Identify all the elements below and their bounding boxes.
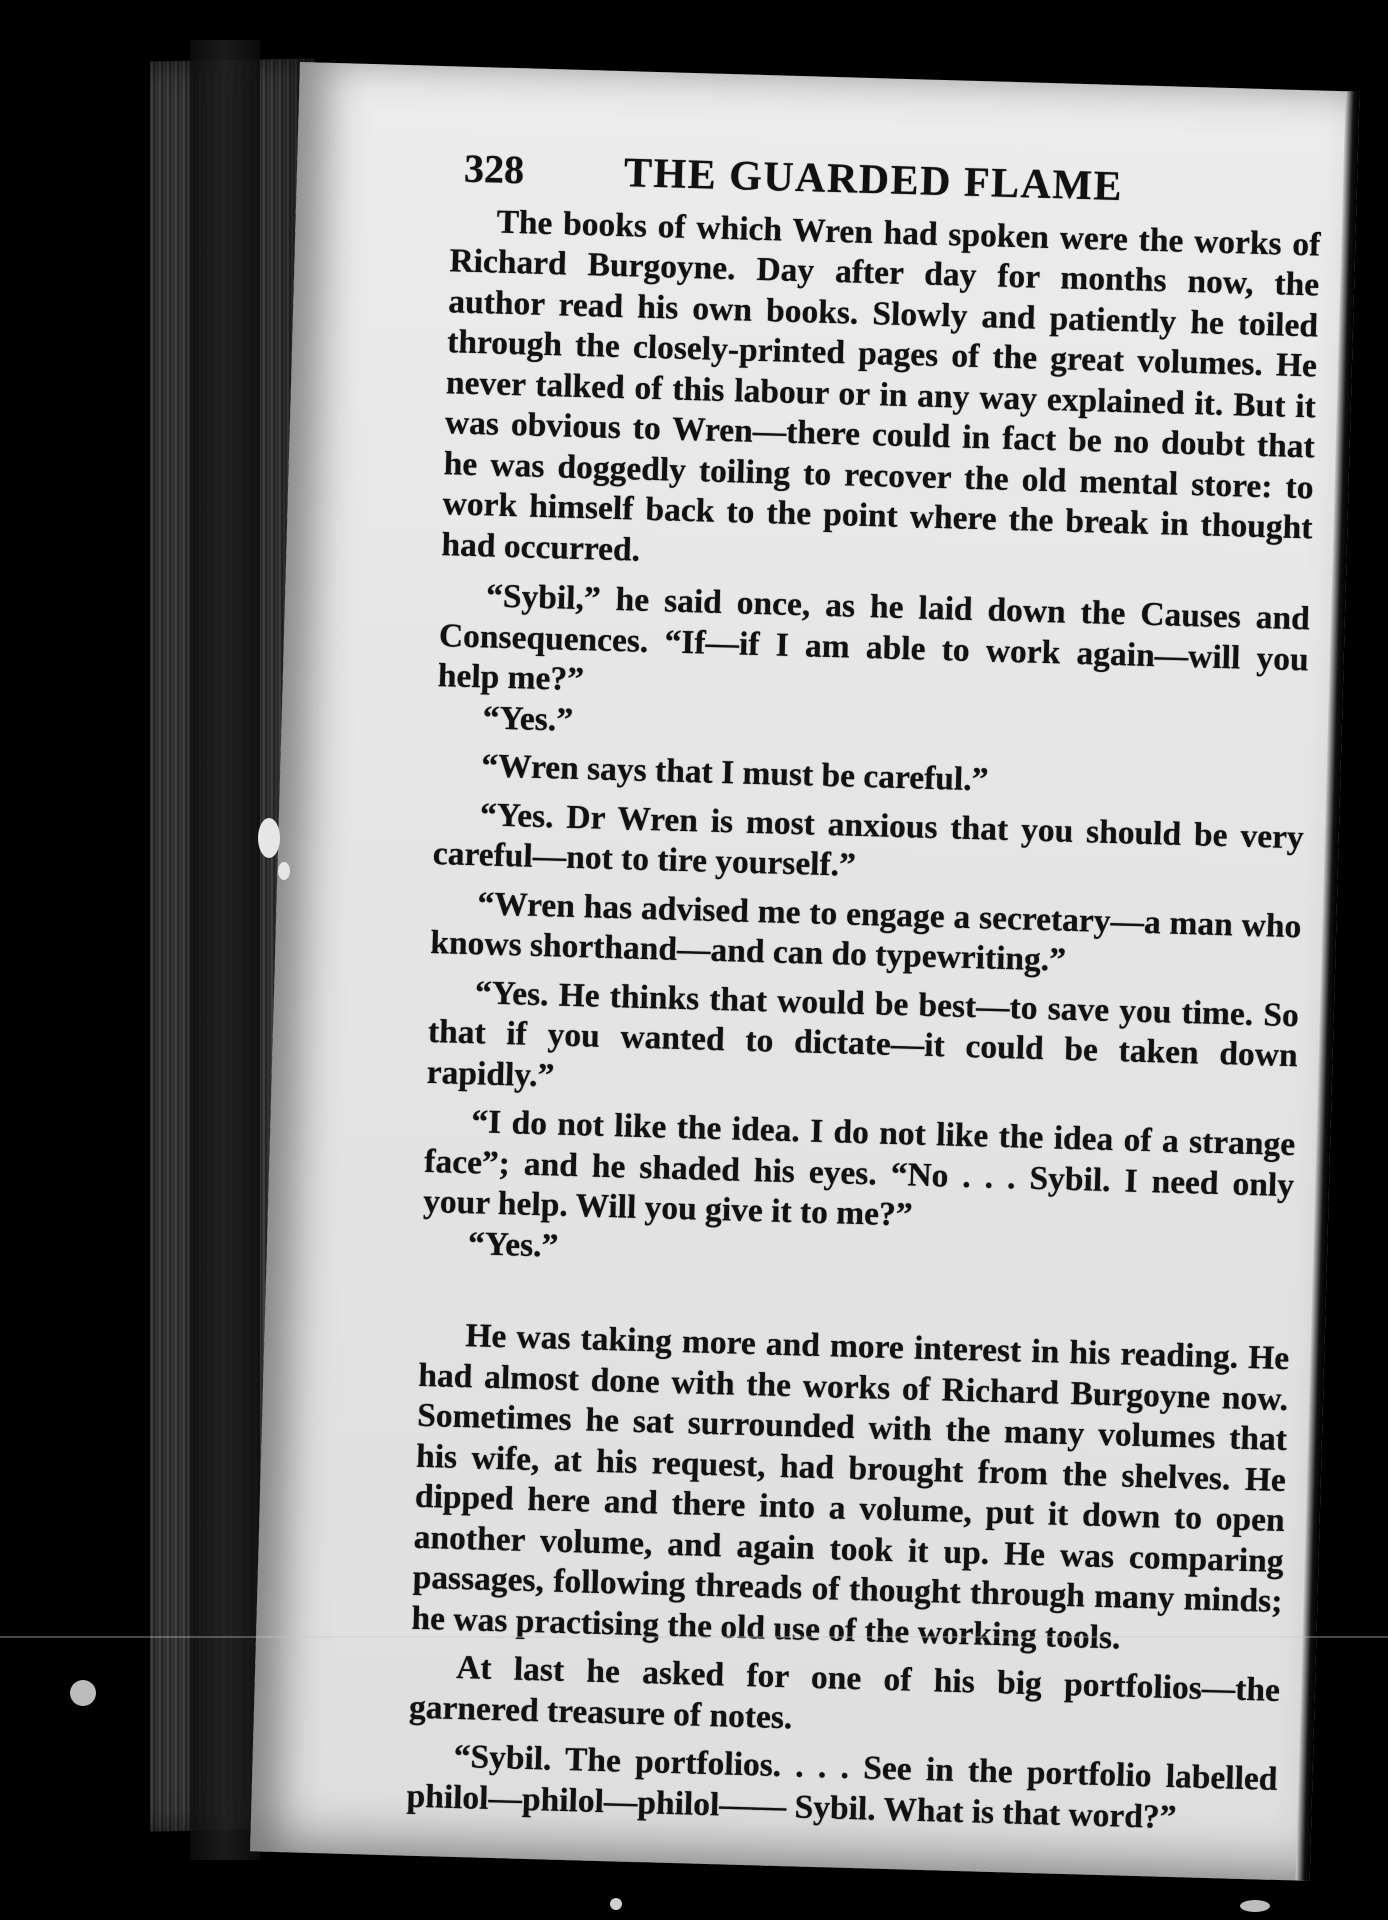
book-title: THE GUARDED FLAME <box>623 150 1124 211</box>
paragraph: The books of which Wren had spoken were the works of Richard Burgoyne. Day after day for months now, the author read his own books. Slowly and patiently he toiled through the closely-printed pages of the great volumes. He never talked of this labour or in any way explained it. But it was obvious to Wren—there could in fact be no doubt that he was doggedly toiling to recover the old mental store: to work himself back to the point where the break in thought had occurred. <box>441 203 1321 569</box>
dust-speck <box>610 1898 622 1910</box>
dust-speck <box>70 1680 96 1706</box>
page-number: 328 <box>463 145 525 193</box>
dust-speck <box>258 818 280 858</box>
running-head <box>463 145 1323 213</box>
page-sheet <box>250 62 1360 1881</box>
paragraph: “Yes. He thinks that would be best—to save you time. So that if you wanted to dictate—it could be taken down rapidly.” <box>426 973 1300 1094</box>
paragraph: “Yes. Dr Wren is most anxious that you should be very careful—not to tire yourself.” <box>432 795 1305 884</box>
paragraph: “Wren has advised me to engage a secretary—a man who knows shorthand—and can do typewriting.” <box>429 884 1302 979</box>
paragraph: “Sybil. The portfolios. . . . See in the portfolio labelled philol—philol—philol—— Sybil. What is that word?” <box>406 1737 1278 1836</box>
dust-speck <box>278 862 290 880</box>
paragraph: “I do not like the idea. I do not like the idea of a strange face”; and he shaded his eyes. “No . . . Sybil. I need only your help. Will you give it to me?” <box>422 1103 1296 1234</box>
paragraph: At last he asked for one of his big portfolios—the garnered treasure of notes. <box>408 1648 1281 1736</box>
scan-artifact-line <box>0 1636 1388 1638</box>
paragraph: “Wren says that I must be careful.” <box>480 747 989 799</box>
book-edge-shadow <box>190 40 260 1860</box>
paragraph: “Yes.” <box>467 1224 559 1265</box>
paragraph: “Sybil,” he said once, as he laid down the Causes and Consequences. “If—if I am able to work again—will you help me?” <box>437 577 1311 699</box>
paragraph: He was taking more and more interest in his reading. He had almost done with the works of Richard Burgoyne now. Sometimes he sat surrounded with the many volumes that his wife, at his request, had brought from the shelves. He dipped here and there into a volume, put it down to open another volume, and again took it up. He was comparing passages, following threads of thought through many minds; he was practising the old use of the working tools. <box>411 1317 1290 1657</box>
paragraph: “Yes.” <box>482 698 574 739</box>
page-text <box>406 145 1322 1841</box>
dust-speck <box>1240 1900 1270 1912</box>
